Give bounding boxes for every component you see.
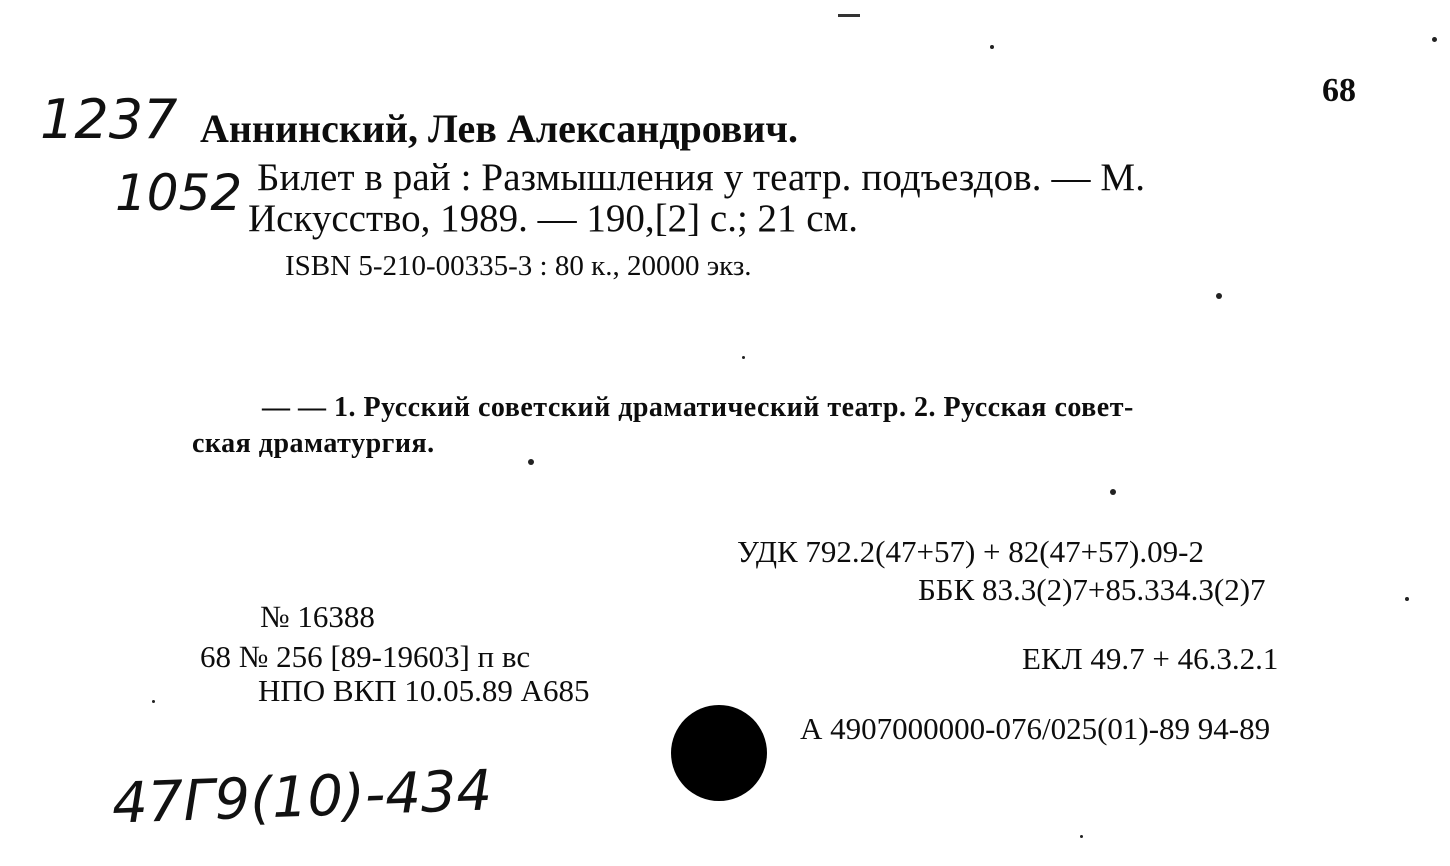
handwritten-shelf-code: 47Г9(10)-434 xyxy=(110,758,494,837)
handwritten-number-top: 1237 xyxy=(40,88,178,151)
title-line-2: Искусство, 1989. — 190,[2] с.; 21 см. xyxy=(248,197,859,240)
udk-line: УДК 792.2(47+57) + 82(47+57).09-2 xyxy=(737,534,1204,569)
speck xyxy=(1432,37,1437,42)
print-order-line: 68 № 256 [89-19603] п вс xyxy=(200,639,531,674)
author-heading: Аннинский, Лев Александрович. xyxy=(200,106,798,151)
title-line-1: Билет в рай : Размышления у театр. подъездов. — М. xyxy=(257,156,1146,199)
subjects-line-2: ская драматургия. xyxy=(192,428,435,459)
handwritten-number-second: 1052 xyxy=(115,164,243,222)
speck xyxy=(1110,489,1116,495)
ekl-line: ЕКЛ 49.7 + 46.3.2.1 xyxy=(1022,641,1279,676)
isbn-line: ISBN 5-210-00335-3 : 80 к., 20000 экз. xyxy=(285,250,752,282)
speck xyxy=(990,45,994,49)
speck xyxy=(1216,293,1222,299)
speck xyxy=(742,356,745,359)
speck xyxy=(152,700,155,703)
speck xyxy=(1080,835,1083,838)
speck xyxy=(1405,597,1409,601)
npo-line: НПО ВКП 10.05.89 А685 xyxy=(258,673,590,708)
page-number: 68 xyxy=(1322,72,1356,109)
record-number: № 16388 xyxy=(260,599,375,634)
subjects-line-1: — — 1. Русский советский драматический театр. 2. Русская совет- xyxy=(262,392,1134,423)
classification-code: А 4907000000-076/025(01)-89 94-89 xyxy=(800,711,1271,746)
punch-hole xyxy=(671,705,767,801)
smudge-line xyxy=(838,14,860,17)
bbk-line: ББК 83.3(2)7+85.334.3(2)7 xyxy=(918,572,1266,607)
speck xyxy=(528,459,534,465)
